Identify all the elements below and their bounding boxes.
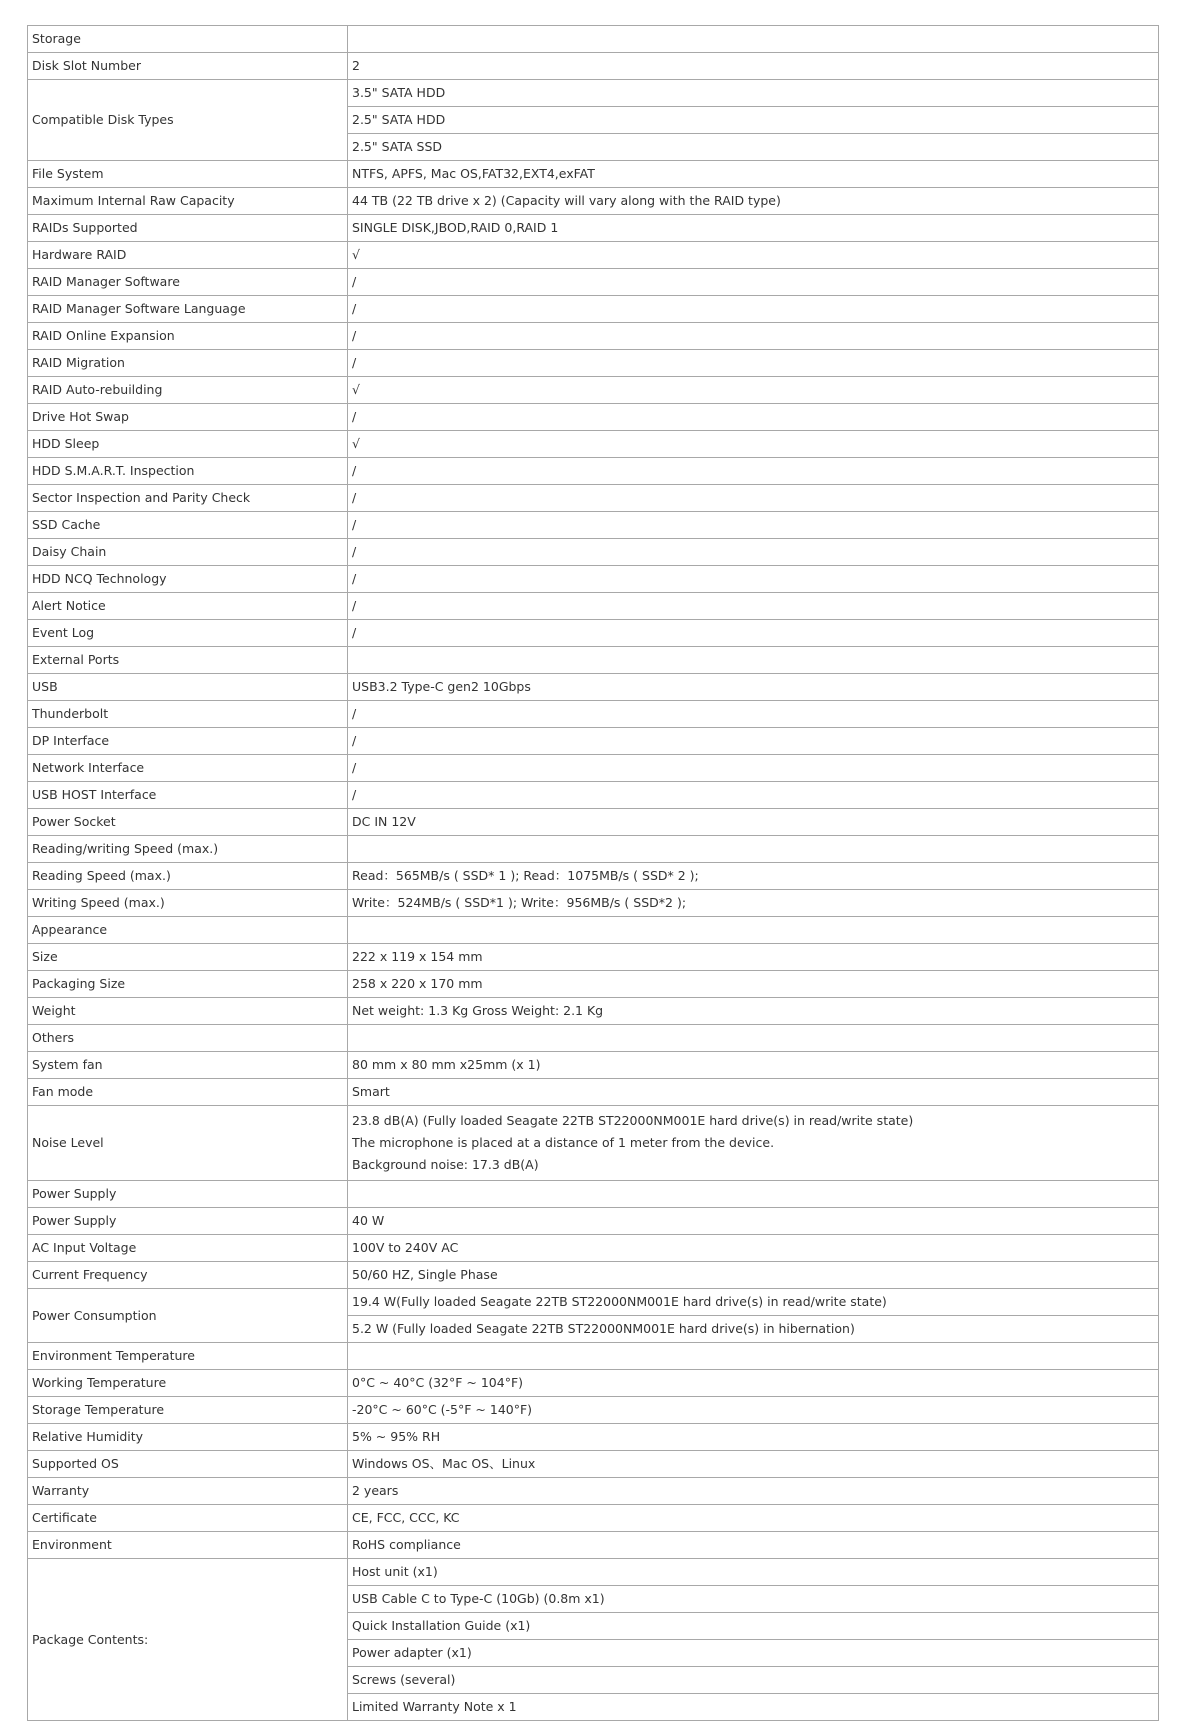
spec-value: DC IN 12V [348, 809, 1159, 836]
spec-row [28, 971, 1159, 998]
spec-value: Power adapter (x1) [348, 1640, 1159, 1667]
spec-label: System fan [28, 1052, 348, 1079]
spec-label: Power Socket [28, 809, 348, 836]
spec-row [28, 215, 1159, 242]
spec-value: √ [348, 377, 1159, 404]
spec-value: CE, FCC, CCC, KC [348, 1505, 1159, 1532]
spec-label: Event Log [28, 620, 348, 647]
spec-label: Reading Speed (max.) [28, 863, 348, 890]
spec-value: Limited Warranty Note x 1 [348, 1694, 1159, 1721]
spec-value [348, 1343, 1159, 1370]
spec-value: / [348, 512, 1159, 539]
spec-label: Disk Slot Number [28, 53, 348, 80]
spec-label: Noise Level [28, 1106, 348, 1181]
spec-value: 3.5" SATA HDD [348, 80, 1159, 107]
spec-row [28, 890, 1159, 917]
spec-label: HDD NCQ Technology [28, 566, 348, 593]
spec-value: / [348, 728, 1159, 755]
spec-label: Alert Notice [28, 593, 348, 620]
spec-row [28, 296, 1159, 323]
spec-label: Relative Humidity [28, 1424, 348, 1451]
spec-value: 258 x 220 x 170 mm [348, 971, 1159, 998]
spec-value: 2.5" SATA SSD [348, 134, 1159, 161]
spec-row [28, 1532, 1159, 1559]
spec-row [28, 998, 1159, 1025]
spec-row [28, 404, 1159, 431]
spec-row [28, 53, 1159, 80]
spec-label: USB [28, 674, 348, 701]
spec-label: AC Input Voltage [28, 1235, 348, 1262]
spec-table-body [28, 26, 1159, 1721]
spec-row [28, 647, 1159, 674]
spec-value: NTFS, APFS, Mac OS,FAT32,EXT4,exFAT [348, 161, 1159, 188]
spec-value: 19.4 W(Fully loaded Seagate 22TB ST22000NM001E hard drive(s) in read/write state) [348, 1289, 1159, 1316]
spec-row [28, 431, 1159, 458]
spec-value: Read：565MB/s ( SSD* 1 ); Read：1075MB/s ( SSD* 2 ); [348, 863, 1159, 890]
spec-value: / [348, 485, 1159, 512]
spec-value: 50/60 HZ, Single Phase [348, 1262, 1159, 1289]
spec-label: Sector Inspection and Parity Check [28, 485, 348, 512]
spec-row [28, 26, 1159, 53]
spec-value: Windows OS、Mac OS、Linux [348, 1451, 1159, 1478]
spec-value [348, 836, 1159, 863]
spec-value: USB3.2 Type-C gen2 10Gbps [348, 674, 1159, 701]
spec-label: Others [28, 1025, 348, 1052]
spec-row [28, 1181, 1159, 1208]
spec-label: Supported OS [28, 1451, 348, 1478]
spec-row [28, 161, 1159, 188]
spec-label: Maximum Internal Raw Capacity [28, 188, 348, 215]
spec-row [28, 1106, 1159, 1181]
spec-value: 2 years [348, 1478, 1159, 1505]
spec-value: √ [348, 431, 1159, 458]
spec-value: Host unit (x1) [348, 1559, 1159, 1586]
spec-label: Current Frequency [28, 1262, 348, 1289]
spec-value: Net weight: 1.3 Kg Gross Weight: 2.1 Kg [348, 998, 1159, 1025]
spec-label: Network Interface [28, 755, 348, 782]
spec-row [28, 350, 1159, 377]
spec-value [348, 1025, 1159, 1052]
spec-label: Storage Temperature [28, 1397, 348, 1424]
spec-row [28, 1025, 1159, 1052]
spec-value [348, 26, 1159, 53]
spec-value: / [348, 782, 1159, 809]
spec-value: √ [348, 242, 1159, 269]
spec-value: / [348, 566, 1159, 593]
spec-value [348, 1106, 1159, 1181]
spec-row [28, 323, 1159, 350]
spec-label: HDD S.M.A.R.T. Inspection [28, 458, 348, 485]
spec-label: Hardware RAID [28, 242, 348, 269]
spec-label: Appearance [28, 917, 348, 944]
spec-value: / [348, 323, 1159, 350]
spec-row [28, 458, 1159, 485]
spec-value: / [348, 269, 1159, 296]
spec-value: 5% ~ 95% RH [348, 1424, 1159, 1451]
spec-row [28, 188, 1159, 215]
spec-value: Write：524MB/s ( SSD*1 ); Write：956MB/s ( SSD*2 ); [348, 890, 1159, 917]
spec-row [28, 917, 1159, 944]
spec-value: 80 mm x 80 mm x25mm (x 1) [348, 1052, 1159, 1079]
spec-value: / [348, 458, 1159, 485]
spec-row [28, 1451, 1159, 1478]
spec-value: / [348, 620, 1159, 647]
spec-row [28, 1370, 1159, 1397]
spec-row [28, 755, 1159, 782]
spec-label: Warranty [28, 1478, 348, 1505]
spec-row [28, 1235, 1159, 1262]
spec-row [28, 377, 1159, 404]
spec-label: DP Interface [28, 728, 348, 755]
spec-value: Quick Installation Guide (x1) [348, 1613, 1159, 1640]
spec-label: Package Contents: [28, 1559, 348, 1721]
spec-label: RAID Manager Software Language [28, 296, 348, 323]
spec-label: RAID Manager Software [28, 269, 348, 296]
spec-label: RAID Migration [28, 350, 348, 377]
spec-row [28, 782, 1159, 809]
spec-value: / [348, 350, 1159, 377]
spec-row [28, 1262, 1159, 1289]
spec-row [28, 1052, 1159, 1079]
spec-value: 0°C ~ 40°C (32°F ~ 104°F) [348, 1370, 1159, 1397]
spec-row [28, 539, 1159, 566]
spec-value [348, 1181, 1159, 1208]
spec-value-line: Background noise: 17.3 dB(A) [352, 1157, 539, 1172]
spec-label: Power Consumption [28, 1289, 348, 1343]
spec-label: Fan mode [28, 1079, 348, 1106]
spec-row [28, 944, 1159, 971]
spec-label: HDD Sleep [28, 431, 348, 458]
spec-label: RAID Online Expansion [28, 323, 348, 350]
spec-row [28, 620, 1159, 647]
spec-value: 2.5" SATA HDD [348, 107, 1159, 134]
spec-row [28, 242, 1159, 269]
spec-value: / [348, 539, 1159, 566]
spec-row [28, 269, 1159, 296]
spec-row [28, 809, 1159, 836]
spec-label: Power Supply [28, 1181, 348, 1208]
spec-row [28, 593, 1159, 620]
spec-label: Compatible Disk Types [28, 80, 348, 161]
spec-value: 100V to 240V AC [348, 1235, 1159, 1262]
spec-row [28, 1505, 1159, 1532]
spec-label: Weight [28, 998, 348, 1025]
spec-value: / [348, 296, 1159, 323]
spec-value-line: 23.8 dB(A) (Fully loaded Seagate 22TB ST22000NM001E hard drive(s) in read/write state) [352, 1113, 914, 1128]
spec-row [28, 863, 1159, 890]
spec-row [28, 566, 1159, 593]
spec-label: External Ports [28, 647, 348, 674]
spec-value-line: The microphone is placed at a distance of 1 meter from the device. [352, 1135, 775, 1150]
spec-row [28, 485, 1159, 512]
spec-label: Writing Speed (max.) [28, 890, 348, 917]
spec-value: 40 W [348, 1208, 1159, 1235]
spec-row [28, 1208, 1159, 1235]
spec-label: Power Supply [28, 1208, 348, 1235]
spec-label: Thunderbolt [28, 701, 348, 728]
spec-table [27, 25, 1159, 1721]
spec-value: 222 x 119 x 154 mm [348, 944, 1159, 971]
spec-label: USB HOST Interface [28, 782, 348, 809]
spec-value: / [348, 755, 1159, 782]
spec-row [28, 1289, 1159, 1316]
spec-label: Reading/writing Speed (max.) [28, 836, 348, 863]
spec-row [28, 701, 1159, 728]
spec-label: Environment [28, 1532, 348, 1559]
spec-row [28, 1424, 1159, 1451]
spec-value: 5.2 W (Fully loaded Seagate 22TB ST22000NM001E hard drive(s) in hibernation) [348, 1316, 1159, 1343]
spec-value: / [348, 404, 1159, 431]
spec-value: Screws (several) [348, 1667, 1159, 1694]
spec-label: RAID Auto-rebuilding [28, 377, 348, 404]
spec-label: Environment Temperature [28, 1343, 348, 1370]
spec-row [28, 512, 1159, 539]
spec-value: 2 [348, 53, 1159, 80]
spec-value [348, 917, 1159, 944]
spec-row [28, 1079, 1159, 1106]
spec-row [28, 1397, 1159, 1424]
spec-value: / [348, 701, 1159, 728]
spec-row [28, 80, 1159, 107]
spec-value: SINGLE DISK,JBOD,RAID 0,RAID 1 [348, 215, 1159, 242]
spec-label: Drive Hot Swap [28, 404, 348, 431]
spec-label: Working Temperature [28, 1370, 348, 1397]
spec-row [28, 836, 1159, 863]
spec-label: Size [28, 944, 348, 971]
spec-label: Daisy Chain [28, 539, 348, 566]
spec-row [28, 728, 1159, 755]
spec-label: Certificate [28, 1505, 348, 1532]
spec-row [28, 1478, 1159, 1505]
spec-value: RoHS compliance [348, 1532, 1159, 1559]
spec-value: / [348, 593, 1159, 620]
spec-label: SSD Cache [28, 512, 348, 539]
spec-label: Storage [28, 26, 348, 53]
spec-label: Packaging Size [28, 971, 348, 998]
spec-label: File System [28, 161, 348, 188]
spec-value: -20°C ~ 60°C (-5°F ~ 140°F) [348, 1397, 1159, 1424]
spec-value: Smart [348, 1079, 1159, 1106]
spec-value [348, 647, 1159, 674]
spec-row [28, 674, 1159, 701]
spec-value: USB Cable C to Type-C (10Gb) (0.8m x1) [348, 1586, 1159, 1613]
spec-row [28, 1559, 1159, 1586]
spec-row [28, 1343, 1159, 1370]
spec-label: RAIDs Supported [28, 215, 348, 242]
spec-value: 44 TB (22 TB drive x 2) (Capacity will vary along with the RAID type) [348, 188, 1159, 215]
